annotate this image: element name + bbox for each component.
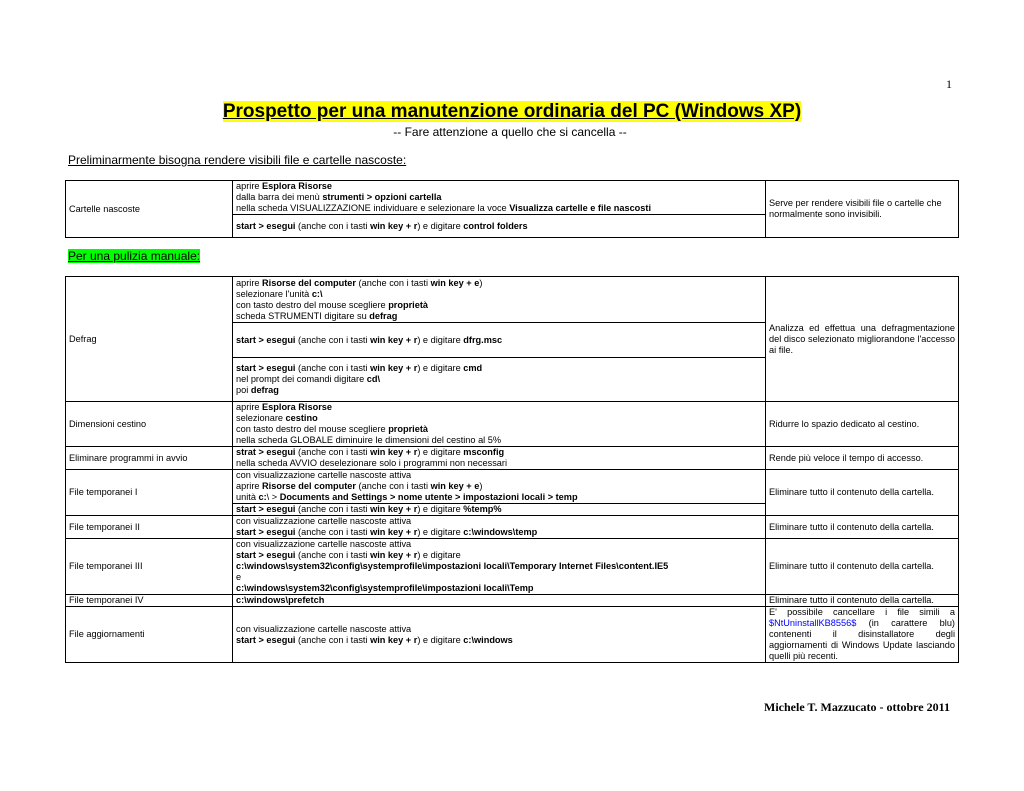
table-row bbox=[66, 447, 959, 470]
instructions-cell: con visualizzazione cartelle nascoste attiva aprire Risorse del computer (anche con i tasti win key + e) unità c:\ > Documents and Settings > nome utente > impostazioni locali > temp bbox=[233, 470, 766, 504]
section-heading-manual-cleanup: Per una pulizia manuale: bbox=[68, 249, 201, 263]
instructions-cell: con visualizzazione cartelle nascoste attiva start > esegui (anche con i tasti win key + r) e digitare c:\windows\system32\config\systemprofile\impostazioni locali\Temporary Internet Files\content.IE5 e c:\windows\system32\config\systemprofile\impostazioni locali\Temp bbox=[233, 539, 766, 595]
instructions-cell: start > esegui (anche con i tasti win key + r) e digitare cmd nel prompt dei comandi digitare cd\ poi defrag bbox=[233, 358, 766, 402]
footer-author: Michele T. Mazzucato - ottobre 2011 bbox=[764, 700, 950, 714]
row-label: File temporanei III bbox=[66, 539, 233, 595]
hidden-files-table bbox=[65, 180, 959, 238]
uninstall-folder-name: $NtUninstallKB8556$ bbox=[769, 618, 857, 628]
instructions-cell: con visualizzazione cartelle nascoste attiva start > esegui (anche con i tasti win key + r) e digitare c:\windows bbox=[233, 607, 766, 663]
instructions-cell: aprire Esplora Risorse dalla barra dei menù strumenti > opzioni cartella nella scheda VISUALIZZAZIONE individuare e selezionare la voce Visualizza cartelle e file nascosti bbox=[233, 181, 766, 215]
row-label: Eliminare programmi in avvio bbox=[66, 447, 233, 470]
row-label: File temporanei IV bbox=[66, 595, 233, 607]
result-cell: E' possibile cancellare i file simili a $NtUninstallKB8556$ (in carattere blu) contenenti il disinstallatore degli aggiornamenti di Windows Update lasciando quelli più recenti. bbox=[766, 607, 959, 663]
instructions-cell: start > esegui (anche con i tasti win key + r) e digitare dfrg.msc bbox=[233, 323, 766, 358]
section-heading-hidden-files: Preliminarmente bisogna rendere visibili file e cartelle nascoste: bbox=[68, 153, 407, 167]
result-cell: Eliminare tutto il contenuto della cartella. bbox=[766, 595, 959, 607]
table-row bbox=[66, 595, 959, 607]
result-cell: Eliminare tutto il contenuto della cartella. bbox=[766, 516, 959, 539]
table-row bbox=[66, 277, 959, 323]
table-row bbox=[66, 539, 959, 595]
table-row bbox=[66, 402, 959, 447]
page-subtitle: -- Fare attenzione a quello che si cancella -- bbox=[393, 125, 627, 139]
result-cell: Eliminare tutto il contenuto della cartella. bbox=[766, 470, 959, 516]
result-cell: Serve per rendere visibili file o cartelle che normalmente sono invisibili. bbox=[766, 181, 959, 238]
table-row bbox=[66, 181, 959, 215]
manual-cleanup-table bbox=[65, 276, 959, 663]
instructions-cell: c:\windows\prefetch bbox=[233, 595, 766, 607]
result-cell: Rende più veloce il tempo di accesso. bbox=[766, 447, 959, 470]
page-title bbox=[0, 101, 1024, 123]
page-number: 1 bbox=[946, 77, 952, 91]
instructions-cell: start > esegui (anche con i tasti win key + r) e digitare %temp% bbox=[233, 504, 766, 516]
result-cell: Analizza ed effettua una defragmentazione del disco selezionato migliorandone l'accesso ai file. bbox=[766, 277, 959, 402]
instructions-cell: aprire Risorse del computer (anche con i tasti win key + e) selezionare l'unità c:\ con tasto destro del mouse scegliere proprietà scheda STRUMENTI digitare su defrag bbox=[233, 277, 766, 323]
table-row bbox=[66, 516, 959, 539]
instructions-cell: aprire Esplora Risorse selezionare cestino con tasto destro del mouse scegliere proprietà nella scheda GLOBALE diminuire le dimensioni del cestino al 5% bbox=[233, 402, 766, 447]
instructions-cell: strat > esegui (anche con i tasti win key + r) e digitare msconfig nella scheda AVVIO deselezionare solo i programmi non necessari bbox=[233, 447, 766, 470]
row-label: Cartelle nascoste bbox=[66, 181, 233, 238]
result-cell: Eliminare tutto il contenuto della cartella. bbox=[766, 539, 959, 595]
instructions-cell: con visualizzazione cartelle nascoste attiva start > esegui (anche con i tasti win key + r) e digitare c:\windows\temp bbox=[233, 516, 766, 539]
title-text: Prospetto per una manutenzione ordinaria del PC (Windows XP) bbox=[222, 101, 802, 122]
row-label: File temporanei II bbox=[66, 516, 233, 539]
table-row bbox=[66, 470, 959, 504]
row-label: File temporanei I bbox=[66, 470, 233, 516]
row-label: Defrag bbox=[66, 277, 233, 402]
result-cell: Ridurre lo spazio dedicato al cestino. bbox=[766, 402, 959, 447]
table-row bbox=[66, 607, 959, 663]
instructions-cell: start > esegui (anche con i tasti win key + r) e digitare control folders bbox=[233, 215, 766, 238]
row-label: Dimensioni cestino bbox=[66, 402, 233, 447]
row-label: File aggiornamenti bbox=[66, 607, 233, 663]
